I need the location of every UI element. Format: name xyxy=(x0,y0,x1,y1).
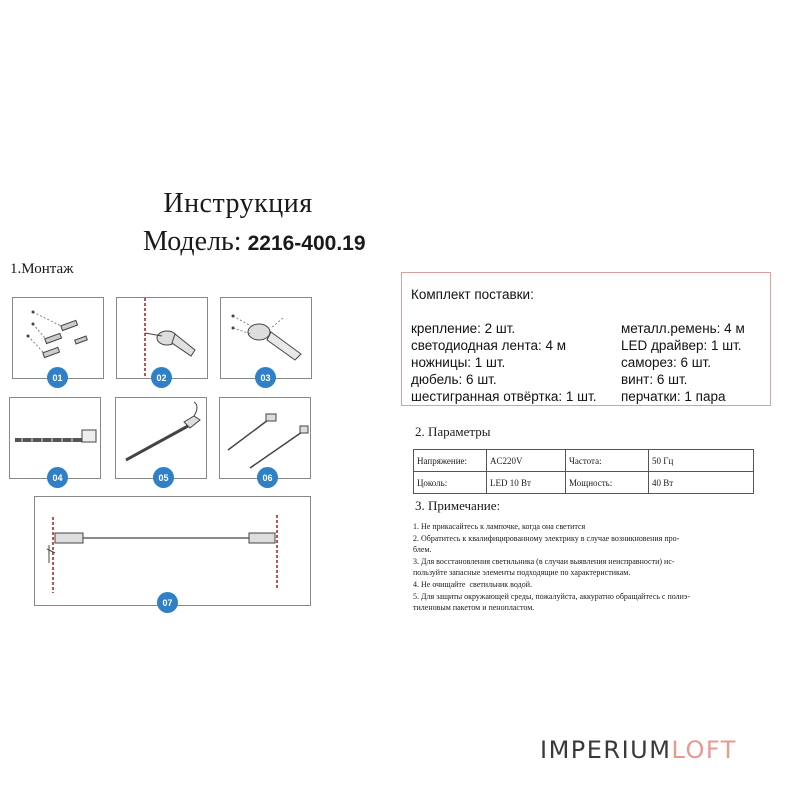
kit-right-column xyxy=(621,320,745,405)
step-07-panel xyxy=(34,496,311,606)
strip-driver-icon xyxy=(116,398,206,478)
clip-assembly-icon xyxy=(221,298,311,378)
step-05-panel xyxy=(115,397,207,483)
model-line xyxy=(143,226,366,258)
kit-left-column xyxy=(411,320,596,405)
note-line: 2. Обратитесь к квалифицированному электрику в случае возникновения про- xyxy=(413,533,680,543)
table-row xyxy=(414,450,754,472)
kit-item: ножницы: 1 шт. xyxy=(411,355,506,370)
model-number: 2216-400.19 xyxy=(247,232,366,255)
note-line: 4. Не очищайте светильник водой. xyxy=(413,579,533,589)
brand-part-2: LOFT xyxy=(671,736,737,764)
params-table xyxy=(413,449,754,494)
kit-contents-box xyxy=(401,272,771,406)
note-line: пользуйте запасные элементы подходящие по характеристикам. xyxy=(413,568,631,578)
brand-logo xyxy=(540,736,737,764)
step-02-panel xyxy=(116,297,208,383)
kit-item: крепление: 2 шт. xyxy=(411,321,516,336)
kit-item: саморез: 6 шт. xyxy=(621,355,711,370)
led-strip-icon xyxy=(10,398,100,478)
note-line: 1. Не прикасайтесь к лампочке, когда она светится xyxy=(413,522,586,531)
table-cell: Мощность: xyxy=(566,472,649,494)
screws-dowels-icon xyxy=(13,298,103,378)
brand-part-1: IMPERIUM xyxy=(540,736,672,764)
table-cell: AC220V xyxy=(487,450,566,472)
mounting-heading: 1.Монтаж xyxy=(10,261,74,277)
kit-item: светодиодная лента: 4 м xyxy=(411,338,567,353)
wall-installation-icon xyxy=(35,497,310,605)
note-line: 5. Для защиты окружающей среды, пожалуйста, аккуратно обращайтесь с полиэ- xyxy=(413,591,691,601)
step-badge: 02 xyxy=(151,367,172,388)
step-badge: 03 xyxy=(255,367,276,388)
table-cell: Цоколь: xyxy=(414,472,487,494)
step-badge: 04 xyxy=(47,467,68,488)
kit-item: металл.ремень: 4 м xyxy=(621,321,745,336)
table-cell: 50 Гц xyxy=(649,450,754,472)
model-label: Модель: xyxy=(143,226,242,257)
note-line: 3. Для восстановления светильника (в случаи выявления неисправности) ис- xyxy=(413,556,675,566)
table-cell: Частота: xyxy=(566,450,649,472)
step-04-panel xyxy=(9,397,101,483)
note-line: блем. xyxy=(413,545,432,555)
table-row xyxy=(414,472,754,494)
kit-item: перчатки: 1 пара xyxy=(621,389,726,404)
step-badge: 05 xyxy=(153,467,174,488)
table-cell: Напряжение: xyxy=(414,450,487,472)
table-cell: LED 10 Вт xyxy=(487,472,566,494)
step-06-panel xyxy=(219,397,311,483)
kit-item: винт: 6 шт. xyxy=(621,372,688,387)
step-badge: 07 xyxy=(157,592,178,613)
step-03-panel xyxy=(220,297,312,383)
notes-heading: 3. Примечание: xyxy=(415,498,501,513)
wall-mount-icon xyxy=(117,298,207,378)
step-01-panel xyxy=(12,297,104,383)
kit-title: Комплект поставки: xyxy=(411,287,534,302)
kit-item: шестигранная отвёртка: 1 шт. xyxy=(411,389,597,404)
kit-item: LED драйвер: 1 шт. xyxy=(621,338,742,353)
table-cell: 40 Вт xyxy=(649,472,754,494)
step-badge: 06 xyxy=(257,467,278,488)
notes-list xyxy=(413,521,763,614)
step-badge: 01 xyxy=(47,367,68,388)
page-title: Инструкция xyxy=(163,188,313,219)
params-heading: 2. Параметры xyxy=(415,424,491,439)
cable-connect-icon xyxy=(220,398,310,478)
note-line: тиленовым пакетом и пенопластом. xyxy=(413,603,535,613)
kit-item: дюбель: 6 шт. xyxy=(411,372,497,387)
